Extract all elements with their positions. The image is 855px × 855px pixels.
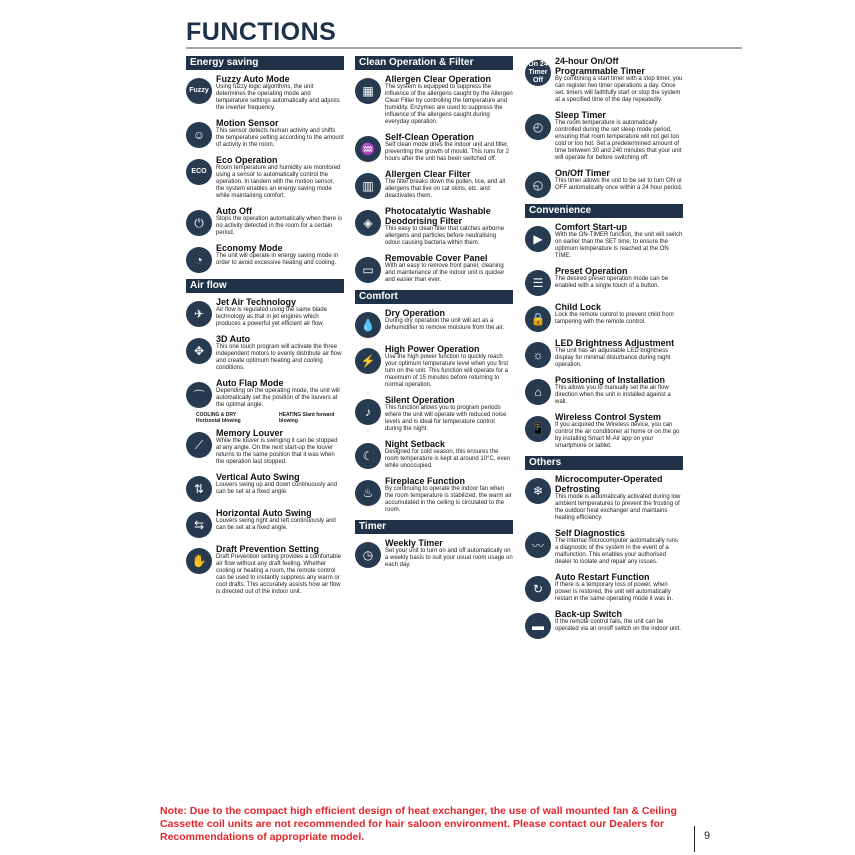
feature-title: Motion Sensor bbox=[216, 118, 279, 128]
section-heading-others: Others bbox=[525, 456, 683, 470]
feature-night-setback bbox=[355, 439, 513, 470]
hand-icon: ✋ bbox=[186, 548, 212, 574]
page-number: 9 bbox=[704, 830, 711, 842]
feature-preset-operation bbox=[525, 266, 683, 296]
feature-title: Allergen Clear Filter bbox=[385, 169, 471, 179]
feature-desc: Using fuzzy logic algorithms, the unit determines the operating mode and temperature settings automatically and adjusts the inverter frequency. bbox=[216, 84, 340, 111]
feature-desc: This sensor detects human activity and shifts the temperature setting according to the amount of activity in the room. bbox=[216, 128, 344, 148]
feature-title: Allergen Clear Operation bbox=[385, 74, 492, 84]
feature-weekly-timer bbox=[355, 538, 513, 569]
cover-panel-icon: ▭ bbox=[355, 257, 381, 283]
feature-desc: With the ON-TIMER function, the unit will switch on earlier than the SET time, to ensure the optimum temperature is reached at the ON TIME. bbox=[555, 232, 683, 259]
feature-desc: If there is a temporary loss of power, when power is restored, the unit will automatically restart in the same operating mode it was in. bbox=[555, 582, 674, 602]
feature-sleep-timer bbox=[525, 110, 683, 162]
feature-title: LED Brightness Adjustment bbox=[555, 338, 675, 348]
feature-title: Auto Flap Mode bbox=[216, 378, 284, 388]
feature-desc: The room temperature is automatically controlled during the set sleep mode period, ensuring that room temperature will not get too cold or too hot. Set a predetermined amount of time between 30 and 240 minutes that your unit will operate for before switching off. bbox=[555, 120, 682, 161]
feature-desc: This function allows you to program periods where the unit will operate with reduced noise levels and is ideal for temperature control during the night. bbox=[385, 405, 507, 432]
feature-desc: Stops the operation automatically when there is no activity detected in the room for a certain period. bbox=[216, 216, 343, 236]
feature-child-lock bbox=[525, 302, 683, 332]
feature-title: Positioning of Installation bbox=[555, 375, 665, 385]
feature-desc: Use the high power function to quickly reach your optimum temperature level when you first turn on the unit. This function will operate for a maximum of 15 minutes before returning to normal operation. bbox=[385, 354, 509, 388]
feature-desc: With an easy to remove front panel, cleaning and maintenance of the indoor unit is quicker and easier than ever. bbox=[385, 263, 505, 283]
feature-desc: Lock the remote control to prevent child from tampering with the remote control. bbox=[555, 312, 674, 325]
snowflake-icon: ❄ bbox=[525, 478, 551, 504]
feature-allergen-clear-operation bbox=[355, 74, 513, 126]
feature-desc: Louvers swing up and down continuously and can be set at a fixed angle. bbox=[216, 482, 338, 495]
feature-eco-operation bbox=[186, 155, 344, 200]
section-heading-convenience: Convenience bbox=[525, 204, 683, 218]
feature-title: Auto Off bbox=[216, 206, 252, 216]
feature-high-power bbox=[355, 344, 513, 389]
feature-desc: The system is equipped to suppress the influence of the allergens caught by the Allergen Clear Filter by controlling the temperature and humidity. Enzymes are used to suppress the influence of the allergens caught during everyday operation. bbox=[385, 84, 513, 125]
deodorising-filter-icon: ◈ bbox=[355, 210, 381, 236]
moon-icon: ☾ bbox=[355, 443, 381, 469]
feature-desc: Air flow is regulated using the same blade technology as that in jet engines which produces a powerful yet efficient air flow. bbox=[216, 307, 328, 327]
feature-photocatalytic-filter bbox=[355, 206, 513, 247]
feature-auto-off bbox=[186, 206, 344, 237]
feature-defrosting bbox=[525, 474, 683, 522]
feature-title: Vertical Auto Swing bbox=[216, 472, 300, 482]
feature-positioning bbox=[525, 375, 683, 406]
allergen-filter-icon: ▥ bbox=[355, 173, 381, 199]
switch-icon: ▬ bbox=[525, 613, 551, 639]
startup-icon: ▶ bbox=[525, 226, 551, 252]
feature-desc: By combining a start timer with a stop timer, you can register two timer operations a day. Once set, timers will faithfully start or stop the system at a specified time of the day repeatedly. bbox=[555, 76, 683, 103]
feature-title: Comfort Start-up bbox=[555, 222, 627, 232]
feature-desc: By continuing to operate the indoor fan when the room temperature is stabilized, the warm air accumulated in the ceiling is circulated to the room. bbox=[385, 486, 512, 513]
restart-icon: ↻ bbox=[525, 576, 551, 602]
feature-comfort-startup bbox=[525, 222, 683, 260]
feature-motion-sensor bbox=[186, 118, 344, 149]
feature-draft-prevention bbox=[186, 544, 344, 596]
3d-airflow-icon: ✥ bbox=[186, 338, 212, 364]
page-title: FUNCTIONS bbox=[186, 18, 337, 46]
feature-title: Dry Operation bbox=[385, 308, 446, 318]
feature-allergen-clear-filter bbox=[355, 169, 513, 200]
feature-wireless-control bbox=[525, 412, 683, 450]
feature-horizontal-swing bbox=[186, 508, 344, 538]
feature-backup-switch bbox=[525, 609, 683, 639]
feature-desc: Draft Prevention setting provides a comfortable air flow without any draft feeling. Whether cooling or heating a room, the remote control can be used to instantly suppress any warm or cool drafts. This accurately assists how air flow is directed out of the indoor unit. bbox=[216, 554, 342, 595]
horizontal-swing-icon: ⇆ bbox=[186, 512, 212, 538]
feature-auto-flap bbox=[186, 378, 344, 409]
on-off-timer-icon: ◵ bbox=[525, 172, 551, 198]
feature-title: Weekly Timer bbox=[385, 538, 443, 548]
diagnostics-icon: 〰 bbox=[525, 532, 551, 558]
feature-desc: If you acquired the Wireless device, you can control the air conditioner at home or on the go by installing Smart M-Air app on your smartphone or tablet. bbox=[555, 422, 680, 449]
feature-desc: Set your unit to turn on and off automatically on a weekly basis to suit your usual room usage on each day. bbox=[385, 548, 513, 568]
brightness-icon: ☼ bbox=[525, 342, 551, 368]
feature-title: Fuzzy Auto Mode bbox=[216, 74, 290, 84]
fireplace-icon: ♨ bbox=[355, 480, 381, 506]
page-number-rule bbox=[694, 826, 695, 852]
feature-removable-cover bbox=[355, 253, 513, 284]
feature-desc: The desired preset operation mode can be enabled with a single touch of a button. bbox=[555, 276, 669, 289]
feature-title: Preset Operation bbox=[555, 266, 628, 276]
feature-jet-air bbox=[186, 297, 344, 328]
self-clean-icon: ♒ bbox=[355, 136, 381, 162]
feature-auto-restart bbox=[525, 572, 683, 603]
feature-fireplace bbox=[355, 476, 513, 514]
feature-self-clean bbox=[355, 132, 513, 163]
filter-icon: ▦ bbox=[355, 78, 381, 104]
motion-sensor-icon: ☺ bbox=[186, 122, 212, 148]
column-1 bbox=[186, 56, 344, 602]
feature-desc: During dry operation the unit will act as a dehumidifier to remove moisture from the air. bbox=[385, 318, 505, 331]
feature-title: Fireplace Function bbox=[385, 476, 466, 486]
feature-title: 3D Auto bbox=[216, 334, 251, 344]
feature-desc: Louvers swing right and left continuously and can be set at a fixed angle. bbox=[216, 518, 336, 531]
positioning-icon: ⌂ bbox=[525, 379, 551, 405]
feature-desc: The unit has an adjustable LED brightness display for minimal disturbance during night operation. bbox=[555, 348, 671, 368]
preset-icon: ☰ bbox=[525, 270, 551, 296]
droplet-icon: 💧 bbox=[355, 312, 381, 338]
feature-silent-operation bbox=[355, 395, 513, 433]
24h-timer-icon: On 24 Timer Off bbox=[525, 60, 551, 86]
title-rule bbox=[186, 47, 742, 49]
feature-memory-louver bbox=[186, 428, 344, 466]
section-heading-air-flow: Air flow bbox=[186, 279, 344, 293]
feature-dry-operation bbox=[355, 308, 513, 338]
feature-title: 24-hour On/Off Programmable Timer bbox=[555, 56, 645, 76]
feature-desc: Self clean mode dries the indoor unit and filter, preventing the growth of mould. This runs for 2 hours after the unit has been switched off. bbox=[385, 142, 509, 162]
feature-desc: This one touch program will activate the three independent motors to evenly distribute air flow and create optimum heating and cooling conditions. bbox=[216, 344, 342, 371]
feature-desc: This mode is automatically activated during low ambient temperatures to prevent the frosting of the outdoor heat exchanger and maintains heating efficiency. bbox=[555, 494, 681, 521]
feature-title: Memory Louver bbox=[216, 428, 284, 438]
feature-desc: If the remote control fails, the unit can be operated via an on/off switch on the indoor unit. bbox=[555, 619, 681, 632]
high-power-icon: ⚡ bbox=[355, 348, 381, 374]
feature-title: Sleep Timer bbox=[555, 110, 606, 120]
feature-title: Wireless Control System bbox=[555, 412, 661, 422]
eco-icon: ECO bbox=[186, 159, 212, 185]
feature-desc: The unit will operate in energy saving mode in order to avoid excessive heating and cooling. bbox=[216, 253, 339, 266]
feature-desc: Depending on the operating mode, the unit will automatically set the position of the louvers at the optimal angle. bbox=[216, 388, 340, 408]
column-2 bbox=[355, 56, 513, 575]
feature-desc: The internal microcomputer automatically runs a diagnostic of the system in the event of a malfunction. This enables your authorised dealer to isolate and repair any issues. bbox=[555, 538, 679, 565]
feature-title: Economy Mode bbox=[216, 243, 283, 253]
silent-icon: ♪ bbox=[355, 399, 381, 425]
feature-title: Microcomputer-Operated Defrosting bbox=[555, 474, 663, 494]
feature-desc: Room temperature and humidity are monitored using a sensor to automatically control the operation. In tandem with the motion sensor, the system enables an energy saving mode while maintaining comfort. bbox=[216, 165, 341, 199]
feature-title: Eco Operation bbox=[216, 155, 278, 165]
flap-icon: ⌒ bbox=[186, 382, 212, 408]
section-heading-energy-saving: Energy saving bbox=[186, 56, 344, 70]
feature-title: Horizontal Auto Swing bbox=[216, 508, 312, 518]
feature-title: Self-Clean Operation bbox=[385, 132, 475, 142]
clock-icon: ◷ bbox=[355, 542, 381, 568]
feature-title: Back-up Switch bbox=[555, 609, 623, 619]
louver-icon: ⟋ bbox=[186, 432, 212, 458]
feature-desc: This allows you to manually set the air flow direction when the unit is installed against a wall. bbox=[555, 385, 671, 405]
feature-title: High Power Operation bbox=[385, 344, 480, 354]
sleep-timer-icon: ◴ bbox=[525, 114, 551, 140]
gauge-icon: ◔ bbox=[186, 247, 212, 273]
feature-title: Self Diagnostics bbox=[555, 528, 626, 538]
feature-title: Draft Prevention Setting bbox=[216, 544, 320, 554]
louver-diagram-labels bbox=[196, 412, 344, 424]
section-heading-clean-operation: Clean Operation & Filter bbox=[355, 56, 513, 70]
section-heading-comfort: Comfort bbox=[355, 290, 513, 304]
feature-title: Auto Restart Function bbox=[555, 572, 650, 582]
feature-fuzzy-auto-mode bbox=[186, 74, 344, 112]
feature-24h-timer bbox=[525, 56, 683, 104]
feature-title: Night Setback bbox=[385, 439, 446, 449]
feature-desc: This easy to clean filter that catches airborne allergens and particles before neutralising odour causing bacteria within them. bbox=[385, 226, 505, 246]
feature-self-diagnostics bbox=[525, 528, 683, 566]
feature-title: Photocatalytic Washable Deodorising Filter bbox=[385, 206, 491, 226]
feature-vertical-swing bbox=[186, 472, 344, 502]
cooling-label: COOLING & DRY Horizontal blowing bbox=[196, 412, 241, 424]
smartphone-icon: 📱 bbox=[525, 416, 551, 442]
feature-desc: This timer allows the unit to be set to turn ON or OFF automatically once within a 24 hour period. bbox=[555, 178, 683, 191]
fuzzy-icon: Fuzzy bbox=[186, 78, 212, 104]
feature-title: On/Off Timer bbox=[555, 168, 610, 178]
section-heading-timer: Timer bbox=[355, 520, 513, 534]
jet-icon: ✈ bbox=[186, 301, 212, 327]
feature-3d-auto bbox=[186, 334, 344, 372]
footer-note: Note: Due to the compact high efficient design of heat exchanger, the use of wall mounted fan & Ceiling Cassette coil units are not recommended for hair saloon environment. Please contact our Dealers for Recommendations of appropriate model. bbox=[160, 805, 677, 843]
feature-desc: Designed for cold season, this ensures the room temperature is kept at around 10°C, even while unoccupied. bbox=[385, 449, 511, 469]
feature-desc: While the louver is swinging it can be stopped at any angle. On the next start-up the louver returns to the same position that it was when the operation last stopped. bbox=[216, 438, 338, 465]
feature-economy-mode bbox=[186, 243, 344, 273]
vertical-swing-icon: ⇅ bbox=[186, 476, 212, 502]
column-3 bbox=[525, 56, 683, 645]
heating-label: HEATING Slant forward blowing bbox=[279, 412, 335, 424]
feature-title: Silent Operation bbox=[385, 395, 455, 405]
feature-on-off-timer bbox=[525, 168, 683, 198]
power-icon: ⏻ bbox=[186, 210, 212, 236]
feature-led-brightness bbox=[525, 338, 683, 369]
feature-desc: The filter breaks down the pollen, lice, and all allergens that live on cat skins, etc. and deactivates them. bbox=[385, 179, 506, 199]
feature-title: Removable Cover Panel bbox=[385, 253, 488, 263]
feature-title: Jet Air Technology bbox=[216, 297, 297, 307]
feature-title: Child Lock bbox=[555, 302, 602, 312]
lock-icon: 🔒 bbox=[525, 306, 551, 332]
